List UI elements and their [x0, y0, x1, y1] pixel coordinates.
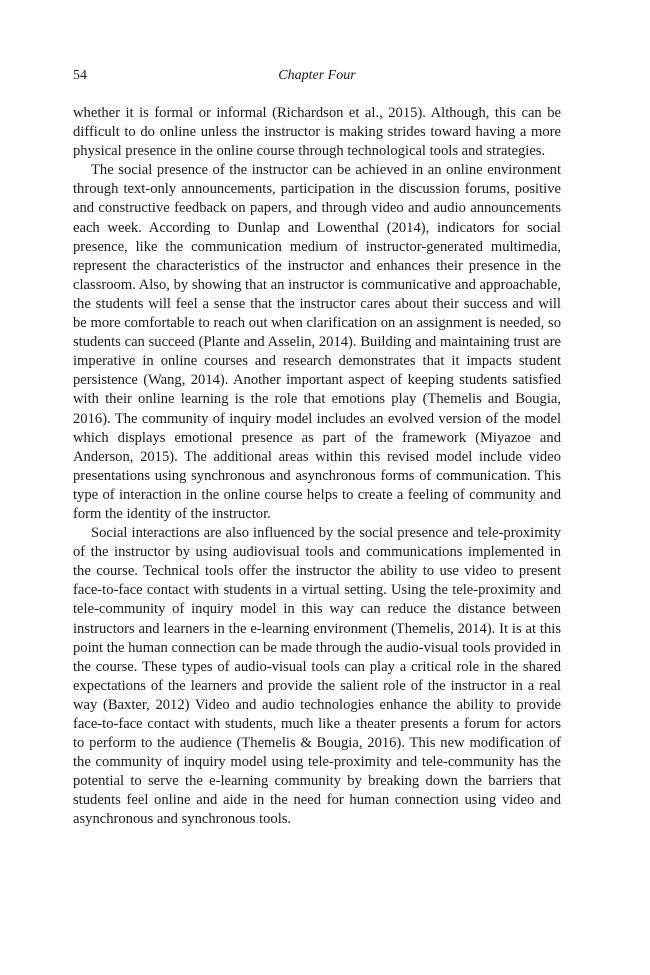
paragraph-continued: whether it is formal or informal (Richardson et al., 2015). Although, this can be difficult to do online unless the instructor is making strides toward having a more physical presence in the online course through technological tools and strategies. — [73, 105, 561, 160]
chapter-title: Chapter Four — [278, 68, 356, 83]
paragraph-social-interactions: Social interactions are also influenced by the social presence and tele-proximity of the instructor by using audiovisual tools and communications implemented in the course. Technical tools offer the instructor the ability to use video to present face-to-face contact with students in a virtual setting. Using the tele-proximity and tele-community of inquiry model in this way can reduce the distance between instructors and learners in the e-learning environment (Themelis, 2014). It is at this point the human connection can be made through the audio-visual tools provided in the course. These types of audio-visual tools can play a critical role in the shared expectations of the learners and provide the salient role of the instructor in a real way (Baxter, 2012) Video and audio technologies enhance the ability to provide face-to-face contact with students, much like a theater presents a forum for actors to perform to the audience (Themelis & Bougia, 2016). This new modification of the community of inquiry model using tele-proximity and tele-community has the potential to serve the e-learning community by breaking down the barriers that students feel online and aide in the need for human connection using video and asynchronous and synchronous tools. — [73, 525, 561, 828]
body-text — [73, 104, 561, 830]
page-number: 54 — [73, 68, 87, 83]
paragraph-social-presence: The social presence of the instructor can be achieved in an online environment through text-only announcements, participation in the discussion forums, positive and constructive feedback on papers, and through video and audio announcements each week. According to Dunlap and Lowenthal (2014), indicators for social presence, like the communication medium of instructor-generated multimedia, represent the characteristics of the instructor and enhances their presence in the classroom. Also, by showing that an instructor is communicative and approachable, the students will feel a sense that the instructor cares about their success and will be more comfortable to reach out when clarification on an assignment is needed, so students can succeed (Plante and Asselin, 2014). Building and maintaining trust are imperative in online courses and research demonstrates that it impacts student persistence (Wang, 2014). Another important aspect of keeping students satisfied with their online learning is the role that emotions play (Themelis and Bougia, 2016). The community of inquiry model includes an evolved version of the model which displays emotional presence as part of the framework (Miyazoe and Anderson, 2015). The additional areas within this revised model include video presentations using synchronous and asynchronous forms of communication. This type of interaction in the online course helps to create a feeling of community and form the identity of the instructor. — [73, 162, 561, 522]
book-page — [73, 68, 561, 830]
running-head — [73, 68, 561, 90]
